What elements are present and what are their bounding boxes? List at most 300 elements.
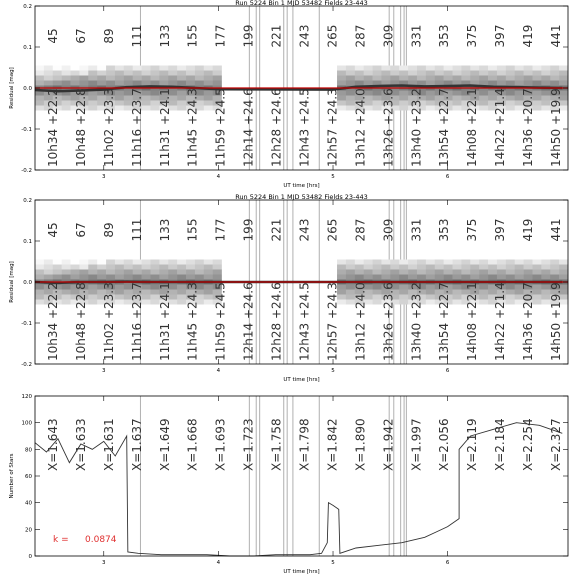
heatmap-cell [97, 66, 106, 71]
x-axis-label: UT time [hrs] [283, 183, 320, 189]
heatmap-cell [71, 66, 80, 71]
heatmap-cell [195, 275, 204, 280]
heatmap-cell [435, 76, 444, 81]
heatmap-cell [417, 81, 426, 86]
heatmap-cell [106, 265, 115, 270]
heatmap-cell [479, 71, 488, 76]
x-tick-label: 5 [331, 368, 335, 374]
heatmap-cell [115, 106, 124, 111]
heatmap-cell [177, 265, 186, 270]
y-tick-label: -0.2 [21, 362, 32, 368]
heatmap-cell [426, 275, 435, 280]
field-marker-label: 177 [213, 24, 228, 48]
heatmap-cell [515, 270, 524, 275]
heatmap-cell [435, 275, 444, 280]
time-label: 10h34 +22.2 [46, 282, 60, 361]
field-marker-label: 177 [213, 218, 228, 242]
heatmap-cell [373, 71, 382, 76]
y-tick-label: 20 [25, 527, 32, 534]
heatmap-cell [177, 71, 186, 76]
field-marker-label: 265 [325, 24, 340, 48]
heatmap-cell [62, 270, 71, 275]
heatmap-cell [532, 260, 541, 265]
heatmap-cell [515, 71, 524, 76]
heatmap-cell [115, 275, 124, 280]
heatmap-cell [337, 76, 346, 81]
heatmap-cell [115, 101, 124, 106]
field-marker-label: 199 [241, 218, 256, 242]
heatmap-cell [559, 76, 568, 81]
heatmap-cell [515, 260, 524, 265]
field-marker-label: 243 [297, 218, 312, 242]
heatmap-cell [204, 71, 213, 76]
heatmap-cell [159, 270, 168, 275]
heatmap-cell [479, 81, 488, 86]
heatmap-cell [88, 96, 97, 101]
heatmap-cell [453, 76, 462, 81]
heatmap-cell [124, 81, 133, 86]
heatmap-cell [453, 106, 462, 111]
heatmap-cell [213, 260, 222, 265]
heatmap-cell [115, 285, 124, 290]
time-label: 12h28 +24.6 [269, 88, 284, 167]
heatmap-cell [506, 66, 515, 71]
heatmap-cell [115, 260, 124, 265]
heatmap-cell [426, 265, 435, 270]
heatmap-cell [88, 265, 97, 270]
time-label: 11h16 +23.7 [129, 88, 144, 167]
heatmap-cell [417, 270, 426, 275]
airmass-label: X=1.942 [381, 418, 396, 471]
heatmap-cell [426, 290, 435, 295]
heatmap-cell [506, 285, 515, 290]
heatmap-cell [408, 265, 417, 270]
x-tick-label: 4 [216, 368, 221, 374]
heatmap-cell [399, 275, 408, 280]
heatmap-cell [532, 270, 541, 275]
y-tick-label: -0.1 [21, 127, 32, 133]
heatmap-cell [381, 76, 390, 81]
time-label: 13h54 +22.7 [437, 88, 452, 167]
heatmap-cell [390, 260, 399, 265]
heatmap-cell [506, 275, 515, 280]
x-axis-label: UT time [hrs] [283, 569, 320, 575]
heatmap-cell [346, 66, 355, 71]
heatmap-cell [204, 101, 213, 106]
heatmap-cell [204, 81, 213, 86]
heatmap-cell [461, 275, 470, 280]
time-label: 11h16 +23.7 [129, 282, 144, 361]
heatmap-cell [373, 265, 382, 270]
y-tick-label: 40 [25, 500, 32, 507]
heatmap-cell [559, 66, 568, 71]
field-marker-label: 45 [46, 222, 60, 238]
heatmap-cell [524, 260, 533, 265]
heatmap-cell [470, 66, 479, 71]
heatmap-cell [453, 260, 462, 265]
time-label: 12h28 +24.6 [269, 282, 284, 361]
heatmap-cell [364, 71, 373, 76]
heatmap-cell [524, 270, 533, 275]
heatmap-cell [364, 260, 373, 265]
heatmap-cell [381, 71, 390, 76]
heatmap-cell [195, 71, 204, 76]
time-label: 12h43 +24.5 [297, 88, 312, 167]
heatmap-cell [177, 275, 186, 280]
heatmap-cell [426, 66, 435, 71]
heatmap-cell [426, 96, 435, 101]
heatmap-cell [444, 76, 453, 81]
heatmap-cell [177, 76, 186, 81]
heatmap-cell [150, 265, 159, 270]
time-label: 14h08 +22.1 [465, 282, 480, 361]
time-label: 14h08 +22.1 [465, 88, 480, 167]
heatmap-cell [515, 265, 524, 270]
heatmap-cell [524, 66, 533, 71]
heatmap-cell [532, 76, 541, 81]
heatmap-cell [408, 76, 417, 81]
heatmap-cell [44, 81, 53, 86]
heatmap-cell [337, 270, 346, 275]
heatmap-cell [541, 76, 550, 81]
heatmap-cell [115, 96, 124, 101]
heatmap-cell [470, 76, 479, 81]
heatmap-cell [355, 76, 364, 81]
heatmap-cell [453, 66, 462, 71]
heatmap-cell [115, 91, 124, 96]
heatmap-cell [88, 101, 97, 106]
y-tick-label: 120 [21, 394, 32, 400]
heatmap-cell [479, 66, 488, 71]
field-marker-label: 375 [465, 24, 480, 48]
field-marker-label: 287 [353, 218, 368, 242]
heatmap-cell [133, 260, 142, 265]
heatmap-cell [355, 265, 364, 270]
field-marker-label: 353 [437, 24, 452, 48]
heatmap-cell [435, 66, 444, 71]
heatmap-cell [408, 275, 417, 280]
field-marker-label: 221 [269, 218, 284, 242]
heatmap-cell [497, 270, 506, 275]
heatmap-cell [399, 76, 408, 81]
x-tick-label: 5 [331, 560, 335, 566]
heatmap-cell [97, 71, 106, 76]
time-label: 10h34 +22.2 [46, 88, 60, 167]
heatmap-cell [44, 76, 53, 81]
heatmap-cell [479, 76, 488, 81]
heatmap-cell [435, 270, 444, 275]
heatmap-cell [550, 66, 559, 71]
heatmap-cell [470, 71, 479, 76]
heatmap-cell [62, 275, 71, 280]
heatmap-cell [71, 275, 80, 280]
heatmap-cell [71, 260, 80, 265]
heatmap-cell [186, 260, 195, 265]
heatmap-cell [390, 275, 399, 280]
time-label: 13h12 +24.0 [353, 282, 368, 361]
x-tick-label: 5 [331, 174, 335, 180]
heatmap-cell [35, 260, 44, 265]
field-marker-label: 67 [73, 222, 88, 238]
heatmap-cell [88, 260, 97, 265]
heatmap-cell [150, 275, 159, 280]
heatmap-cell [62, 96, 71, 101]
heatmap-cell [62, 81, 71, 86]
heatmap-cell [417, 275, 426, 280]
airmass-label: X=1.649 [157, 418, 172, 471]
heatmap-cell [497, 81, 506, 86]
heatmap-cell [97, 265, 106, 270]
heatmap-cell [88, 76, 97, 81]
heatmap-cell [142, 76, 151, 81]
heatmap-cell [35, 71, 44, 76]
heatmap-cell [550, 270, 559, 275]
time-label: 14h22 +21.4 [493, 282, 508, 361]
heatmap-cell [97, 81, 106, 86]
heatmap-cell [204, 96, 213, 101]
heatmap-cell [159, 76, 168, 81]
time-label: 14h50 +19.9 [549, 88, 563, 167]
heatmap-cell [159, 265, 168, 270]
heatmap-cell [186, 275, 195, 280]
y-tick-label: 100 [21, 420, 32, 427]
time-label: 13h40 +23.2 [409, 88, 424, 167]
heatmap-cell [373, 275, 382, 280]
heatmap-cell [399, 71, 408, 76]
heatmap-cell [195, 265, 204, 270]
time-label: 11h31 +24.1 [157, 282, 172, 361]
heatmap-cell [355, 81, 364, 86]
heatmap-cell [541, 270, 550, 275]
time-label: 13h26 +23.6 [381, 282, 396, 361]
airmass-label: X=1.631 [101, 418, 116, 471]
y-axis-label: Number of Stars [9, 453, 15, 499]
heatmap-cell [53, 76, 62, 81]
heatmap-cell [115, 76, 124, 81]
heatmap-cell [550, 260, 559, 265]
heatmap-cell [195, 76, 204, 81]
heatmap-cell [364, 81, 373, 86]
heatmap-cell [106, 260, 115, 265]
heatmap-cell [44, 260, 53, 265]
heatmap-cell [461, 270, 470, 275]
heatmap-cell [541, 66, 550, 71]
heatmap-cell [150, 71, 159, 76]
heatmap-cell [426, 101, 435, 106]
heatmap-cell [177, 270, 186, 275]
time-label: 12h14 +24.6 [241, 282, 256, 361]
heatmap-cell [213, 76, 222, 81]
heatmap-cell [213, 270, 222, 275]
airmass-label: X=2.184 [493, 418, 508, 471]
y-tick-label: 0.1 [23, 239, 32, 245]
heatmap-cell [417, 66, 426, 71]
heatmap-cell [532, 265, 541, 270]
heatmap-cell [106, 270, 115, 275]
heatmap-cell [106, 66, 115, 71]
heatmap-cell [79, 71, 88, 76]
heatmap-cell [168, 66, 177, 71]
field-marker-label: 155 [185, 218, 200, 242]
heatmap-cell [115, 270, 124, 275]
heatmap-cell [204, 300, 213, 305]
airmass-label: X=2.119 [465, 418, 480, 471]
heatmap-cell [550, 81, 559, 86]
y-axis-label: Residual [mag] [9, 67, 15, 109]
y-tick-label: 0.0 [23, 280, 32, 286]
heatmap-cell [204, 285, 213, 290]
field-marker-label: 133 [157, 218, 172, 242]
heatmap-cell [497, 260, 506, 265]
heatmap-cell [524, 81, 533, 86]
heatmap-cell [133, 71, 142, 76]
heatmap-cell [71, 270, 80, 275]
heatmap-cell [417, 265, 426, 270]
airmass-label: X=2.254 [521, 418, 536, 471]
heatmap-cell [133, 81, 142, 86]
heatmap-cell [399, 260, 408, 265]
heatmap-cell [124, 270, 133, 275]
heatmap-cell [337, 66, 346, 71]
field-marker-label: 111 [129, 218, 144, 242]
heatmap-cell [408, 66, 417, 71]
heatmap-cell [168, 260, 177, 265]
heatmap-cell [470, 275, 479, 280]
heatmap-cell [35, 106, 44, 111]
heatmap-cell [79, 66, 88, 71]
heatmap-cell [62, 101, 71, 106]
heatmap-cell [35, 290, 44, 295]
heatmap-cell [390, 265, 399, 270]
heatmap-cell [88, 285, 97, 290]
heatmap-cell [488, 265, 497, 270]
heatmap-cell [142, 270, 151, 275]
heatmap-cell [53, 81, 62, 86]
heatmap-cell [381, 270, 390, 275]
heatmap-cell [204, 76, 213, 81]
heatmap-cell [373, 76, 382, 81]
heatmap-cell [364, 270, 373, 275]
airmass-label: X=1.668 [185, 418, 200, 471]
heatmap-cell [204, 295, 213, 300]
heatmap-cell [435, 265, 444, 270]
heatmap-cell [559, 275, 568, 280]
heatmap-cell [346, 275, 355, 280]
x-tick-label: 6 [445, 174, 450, 180]
heatmap-cell [470, 260, 479, 265]
heatmap-cell [559, 81, 568, 86]
heatmap-cell [62, 260, 71, 265]
field-marker-label: 331 [409, 24, 424, 48]
time-label: 11h02 +23.3 [101, 88, 116, 167]
heatmap-cell [355, 270, 364, 275]
heatmap-cell [515, 81, 524, 86]
heatmap-cell [62, 285, 71, 290]
heatmap-cell [35, 285, 44, 290]
heatmap-cell [142, 66, 151, 71]
y-tick-label: 0.1 [23, 45, 32, 51]
heatmap-cell [62, 71, 71, 76]
heatmap-cell [79, 265, 88, 270]
field-marker-label: 309 [381, 218, 396, 242]
heatmap-cell [453, 275, 462, 280]
heatmap-cell [97, 275, 106, 280]
field-marker-label: 221 [269, 24, 284, 48]
heatmap-cell [364, 265, 373, 270]
heatmap-cell [479, 295, 488, 300]
heatmap-cell [550, 71, 559, 76]
heatmap-cell [399, 96, 408, 101]
heatmap-cell [506, 76, 515, 81]
heatmap-cell [426, 295, 435, 300]
time-label: 10h48 +22.8 [73, 88, 88, 167]
heatmap-cell [71, 81, 80, 86]
heatmap-cell [444, 66, 453, 71]
chart-title: Run 5224 Bin 1 MJD 53482 Fields 23-443 [235, 193, 368, 201]
heatmap-cell [88, 295, 97, 300]
heatmap-cell [115, 66, 124, 71]
heatmap-cell [461, 76, 470, 81]
heatmap-cell [399, 91, 408, 96]
heatmap-cell [479, 290, 488, 295]
heatmap-cell [461, 71, 470, 76]
heatmap-cell [142, 260, 151, 265]
heatmap-cell [204, 66, 213, 71]
heatmap-cell [417, 71, 426, 76]
heatmap-cell [381, 66, 390, 71]
time-label: 14h36 +20.7 [521, 88, 536, 167]
field-marker-label: 397 [493, 218, 508, 242]
heatmap-cell [453, 300, 462, 305]
heatmap-cell [381, 260, 390, 265]
airmass-label: X=1.643 [46, 418, 60, 471]
heatmap-cell [488, 260, 497, 265]
airmass-label: X=1.890 [353, 418, 368, 471]
heatmap-cell [506, 295, 515, 300]
heatmap-cell [417, 260, 426, 265]
heatmap-cell [186, 265, 195, 270]
heatmap-cell [532, 275, 541, 280]
heatmap-cell [399, 285, 408, 290]
heatmap-cell [195, 66, 204, 71]
heatmap-cell [408, 260, 417, 265]
heatmap-cell [115, 300, 124, 305]
heatmap-cell [497, 265, 506, 270]
heatmap-cell [44, 71, 53, 76]
heatmap-cell [62, 265, 71, 270]
heatmap-cell [364, 275, 373, 280]
heatmap-cell [186, 71, 195, 76]
heatmap-cell [399, 106, 408, 111]
time-label: 11h59 +24.5 [213, 282, 228, 361]
heatmap-cell [337, 71, 346, 76]
heatmap-cell [453, 265, 462, 270]
heatmap-cell [213, 66, 222, 71]
heatmap-cell [506, 270, 515, 275]
heatmap-cell [541, 265, 550, 270]
time-label: 10h48 +22.8 [73, 282, 88, 361]
panel-3 [9, 394, 568, 575]
field-marker-label: 353 [437, 218, 452, 242]
heatmap-cell [399, 265, 408, 270]
heatmap-cell [159, 81, 168, 86]
heatmap-cell [88, 270, 97, 275]
heatmap-cell [541, 81, 550, 86]
heatmap-cell [559, 265, 568, 270]
heatmap-cell [515, 76, 524, 81]
heatmap-cell [35, 295, 44, 300]
heatmap-cell [79, 76, 88, 81]
